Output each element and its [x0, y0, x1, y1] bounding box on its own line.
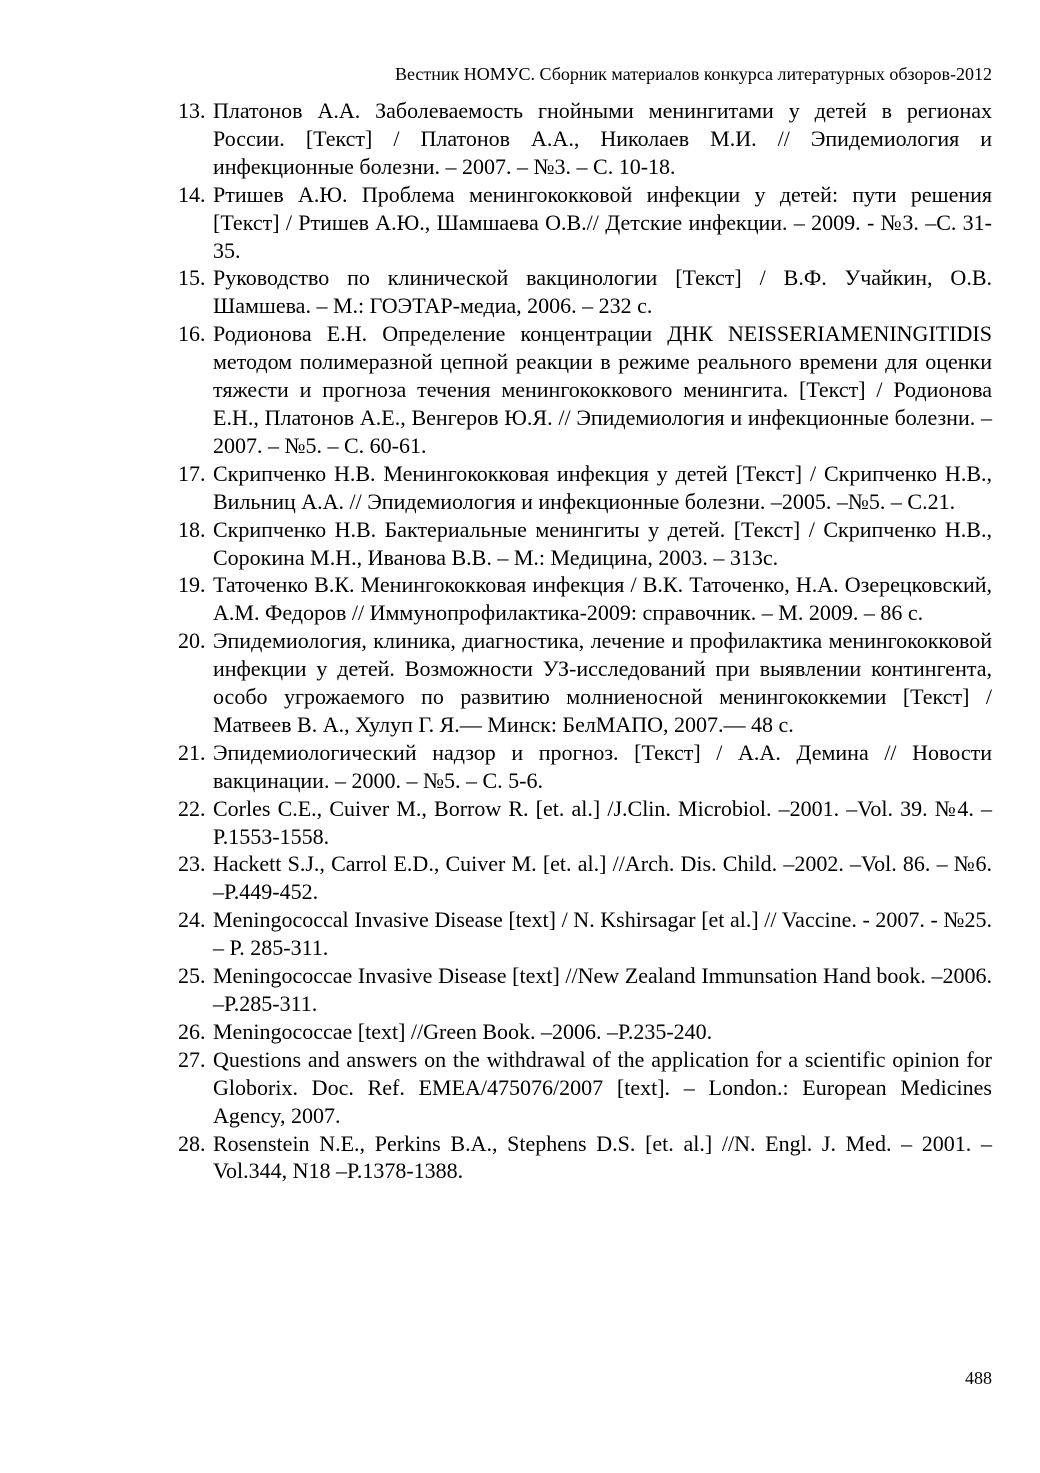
reference-text: Руководство по клинической вакцинологии [Текст] / В.Ф. Учайкин, О.В. Шамшева. – М.: ГОЭТАР-медиа, 2006. – 232 с.	[213, 265, 992, 319]
reference-item	[178, 1046, 992, 1130]
reference-text: Meningococcae Invasive Disease [text] //New Zealand Immunsation Hand book. –2006. –P.285-311.	[213, 963, 992, 1016]
reference-text: Rosenstein N.E., Perkins B.A., Stephens D.S. [et. al.] //N. Engl. J. Med. – 2001. –Vol.344, N18 –P.1378-1388.	[213, 1130, 992, 1184]
reference-number: 25.	[178, 963, 206, 989]
reference-text: Corles C.E., Cuiver M., Borrow R. [et. al.] /J.Clin. Microbiol. –2001. –Vol. 39. №4. –P.1553-1558.	[213, 795, 992, 849]
reference-number: 17.	[178, 460, 206, 486]
reference-item	[178, 264, 992, 320]
reference-item	[178, 627, 992, 739]
reference-item	[178, 460, 992, 516]
reference-number: 20.	[178, 628, 206, 654]
reference-item	[178, 320, 992, 460]
reference-item	[178, 962, 992, 1018]
running-header: Вестник НОМУС. Сборник материалов конкурса литературных обзоров-2012	[394, 64, 992, 84]
reference-text: Ртишев А.Ю. Проблема менингококковой инфекции у детей: пути решения [Текст] / Ртишев А.Ю., Шамшаева О.В.// Детские инфекции. – 2009. - №3. –С. 31-35.	[213, 181, 992, 263]
reference-number: 21.	[178, 739, 206, 765]
reference-text: Таточенко В.К. Менингококковая инфекция / В.К. Таточенко, Н.А. Озерецковский, А.М. Федоров // Иммунопрофилактика-2009: справочник. – М. 2009. – 86 с.	[213, 572, 992, 626]
reference-item	[178, 906, 992, 962]
reference-item	[178, 1130, 992, 1186]
reference-item	[178, 739, 992, 795]
reference-text: Эпидемиологический надзор и прогноз. [Текст] / А.А. Демина // Новости вакцинации. – 2000. – №5. – С. 5-6.	[213, 739, 992, 793]
reference-number: 23.	[178, 851, 206, 877]
reference-number: 28.	[178, 1130, 206, 1156]
reference-text: Meningococcae [text] //Green Book. –2006. –P.235-240.	[213, 1018, 713, 1044]
reference-item	[178, 181, 992, 265]
reference-text: Скрипченко Н.В. Менингококковая инфекция у детей [Текст] / Скрипченко Н.В., Вильниц А.А. // Эпидемиология и инфекционные болезни. –2005. –№5. – С.21.	[213, 460, 992, 514]
reference-text: Платонов А.А. Заболеваемость гнойными менингитами у детей в регионах России. [Текст] / Платонов А.А., Николаев М.И. // Эпидемиология и инфекционные болезни. – 2007. – №3. – С. 10-18.	[213, 98, 992, 179]
reference-number: 26.	[178, 1018, 206, 1044]
reference-item	[178, 516, 992, 572]
reference-text: Meningococcal Invasive Disease [text] / N. Kshirsagar [et al.] // Vaccine. - 2007. - №25. – P. 285-311.	[213, 907, 992, 961]
reference-number: 14.	[178, 181, 206, 207]
reference-number: 27.	[178, 1046, 206, 1072]
reference-list	[178, 97, 992, 1185]
reference-text: Hackett S.J., Carrol E.D., Cuiver M. [et. al.] //Arch. Dis. Child. –2002. –Vol. 86. – №6. –P.449-452.	[213, 851, 992, 905]
reference-item	[178, 571, 992, 627]
reference-number: 15.	[178, 265, 206, 291]
reference-number: 22.	[178, 795, 206, 821]
reference-item	[178, 97, 992, 181]
reference-item	[178, 1018, 992, 1046]
reference-item	[178, 850, 992, 906]
reference-text: Эпидемиология, клиника, диагностика, лечение и профилактика менингококковой инфекции у детей. Возможности УЗ-исследований при выявлении контингента, особо угрожаемого по развитию молниеносной менингококкемии [Текст] / Матвеев В. А., Хулуп Г. Я.— Минск: БелМАПО, 2007.— 48 с.	[213, 628, 992, 737]
reference-number: 19.	[178, 572, 206, 598]
reference-item	[178, 795, 992, 851]
reference-text: Скрипченко Н.В. Бактериальные менингиты у детей. [Текст] / Скрипченко Н.В., Сорокина М.Н., Иванова В.В. – М.: Медицина, 2003. – 313с.	[213, 516, 992, 570]
page-number: 488	[965, 1368, 992, 1388]
reference-number: 16.	[178, 321, 206, 347]
reference-number: 13.	[178, 98, 206, 123]
reference-text: Questions and answers on the withdrawal of the application for a scientific opinion for Globorix. Doc. Ref. EMEA/475076/2007 [text]. – London.: European Medicines Agency, 2007.	[213, 1046, 992, 1128]
reference-number: 24.	[178, 907, 206, 933]
reference-text: Родионова Е.Н. Определение концентрации ДНК NEISSERIAMENINGITIDIS методом полимеразной цепной реакции в режиме реального времени для оценки тяжести и прогноза течения менингококкового менингита. [Текст] / Родионова Е.Н., Платонов А.Е., Венгеров Ю.Я. // Эпидемиология и инфекционные болезни. – 2007. – №5. – С. 60-61.	[213, 321, 992, 458]
reference-number: 18.	[178, 516, 206, 542]
